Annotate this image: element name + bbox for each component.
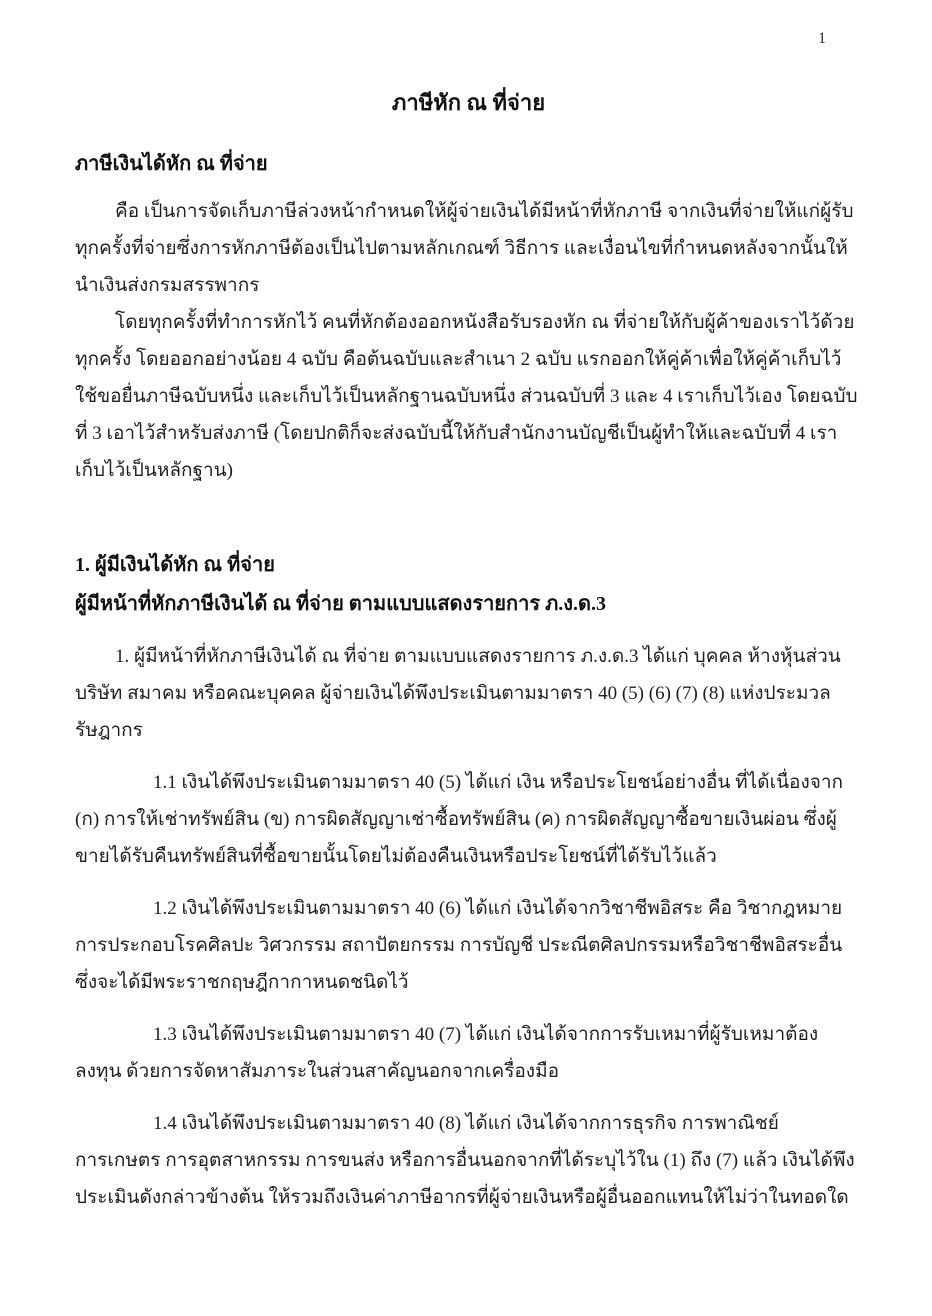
intro-heading: ภาษีเงินได้หัก ณ ที่จ่าย [75, 153, 268, 175]
section-1-item-1-3: 1.3 เงินได้พึงประเมินตามมาตรา 40 (7) ได้แก่ เงินได้จากการรับเหมาที่ผู้รับเหมาต้องลงทุน ด้วยการจัดหาสัมภาระในส่วนสาคัญนอกจากเครื่องมือ [75, 1024, 819, 1082]
intro-paragraph-1: คือ เป็นการจัดเก็บภาษีล่วงหน้ากำหนดให้ผู้จ่ายเงินได้มีหน้าที่หักภาษี จากเงินที่จ่ายให้แก่ผู้รับทุกครั้งที่จ่ายซึ่งการหักภาษีต้องเป็นไปตามหลักเกณฑ์ วิธีการ และเงื่อนไขที่กำหนดหลังจากนั้นให้นำเงินส่งกรมสรรพากร [75, 201, 854, 296]
intro-paragraph-2: โดยทุกครั้งที่ทำการหักไว้ คนที่หักต้องออกหนังสือรับรองหัก ณ ที่จ่ายให้กับผู้ค้าของเราไว้ด้วยทุกครั้ง โดยออกอย่างน้อย 4 ฉบับ คือต้นฉบับและสำเนา 2 ฉบับ แรกออกให้คู่ค้าเพื่อให้คู่ค้าเก็บไว้ใช้ขอยื่นภาษีฉบับหนึ่ง และเก็บไว้เป็นหลักฐานฉบับหนึ่ง ส่วนฉบับที่ 3 และ 4 เราเก็บไว้เอง โดยฉบับที่ 3 เอาไว้สำหรับส่งภาษี (โดยปกติก็จะส่งฉบับนี้ให้กับสำนักงานบัญชีเป็นผู้ทำให้และฉบับที่ 4 เราเก็บไว้เป็นหลักฐาน) [75, 312, 858, 481]
section-1-item-1-2: 1.2 เงินได้พึงประเมินตามมาตรา 40 (6) ได้แก่ เงินได้จากวิชาชีพอิสระ คือ วิชากฎหมาย การประกอบโรคศิลปะ วิศวกรรม สถาปัตยกรรม การบัญชี ประณีตศิลปกรรมหรือวิชาชีพอิสระอื่น ซึ่งจะได้มีพระราชกฤษฎีกากาหนดชนิดไว้ [75, 898, 843, 993]
section-1-heading: 1. ผู้มีเงินได้หัก ณ ที่จ่าย [75, 554, 275, 576]
page-number: 1 [818, 30, 826, 47]
section-1-item-1-4: 1.4 เงินได้พึงประเมินตามมาตรา 40 (8) ได้แก่ เงินได้จากการธุรกิจ การพาณิชย์ การเกษตร การอุตสาหกรรม การขนส่ง หรือการอื่นนอกจากที่ได้ระบุไว้ใน (1) ถึง (7) แล้ว เงินได้พึงประเมินดังกล่าวข้างต้น ให้รวมถึงเงินค่าภาษีอากรที่ผู้จ่ายเงินหรือผู้อื่นออกแทนให้ไม่ว่าในทอดใด [75, 1113, 855, 1208]
section-1-paragraph: 1. ผู้มีหน้าที่หักภาษีเงินได้ ณ ที่จ่าย ตามแบบแสดงรายการ ภ.ง.ด.3 ได้แก่ บุคคล ห้างหุ้นส่วน บริษัท สมาคม หรือคณะบุคคล ผู้จ่ายเงินได้พึงประเมินตามมาตรา 40 (5) (6) (7) (8) แห่งประมวลรัษฎากร [75, 646, 841, 741]
document-title: ภาษีหัก ณ ที่จ่าย [391, 90, 546, 115]
section-1-item-1-1: 1.1 เงินได้พึงประเมินตามมาตรา 40 (5) ได้แก่ เงิน หรือประโยชน์อย่างอื่น ที่ได้เนื่องจาก (ก) การให้เช่าทรัพย์สิน (ข) การผิดสัญญาเช่าซื้อทรัพย์สิน (ค) การผิดสัญญาซื้อขายเงินผ่อน ซึ่งผู้ขายได้รับคืนทรัพย์สินที่ซื้อขายนั้นโดยไม่ต้องคืนเงินหรือประโยชน์ที่ได้รับไว้แล้ว [75, 772, 844, 867]
section-1-subheading: ผู้มีหน้าที่หักภาษีเงินได้ ณ ที่จ่าย ตามแบบแสดงรายการ ภ.ง.ด.3 [75, 593, 607, 615]
